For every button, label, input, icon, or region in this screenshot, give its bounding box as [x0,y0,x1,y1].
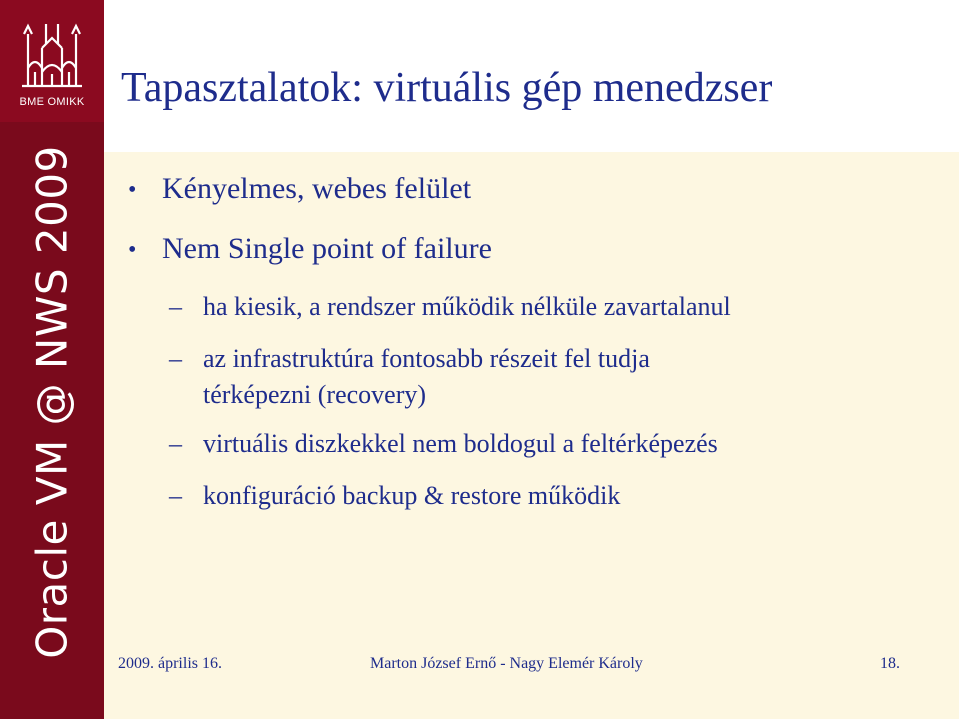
sub-bullet-item [169,289,731,325]
bullet-icon: • [128,237,137,263]
logo-text: BME OMIKK [19,96,85,108]
bme-building-icon [18,20,86,92]
bullet-text: Kényelmes, webes felület [162,172,472,205]
footer-date: 2009. április 16. [118,655,222,672]
sidebar-vertical-title: Oracle VM @ NWS 2009 [27,145,77,659]
bullet-icon: • [128,177,137,203]
sub-bullet-item [169,478,621,514]
dash-icon: – [169,292,182,321]
sub-bullet-item [169,341,650,413]
footer-page-number: 18. [880,655,900,672]
bullet-text: Nem Single point of failure [162,232,492,265]
sub-bullet-text: virtuális diszkekkel nem boldogul a feltérképezés [203,429,718,458]
sub-bullet-text: konfiguráció backup & restore működik [203,481,621,510]
footer-authors: Marton József Ernő - Nagy Elemér Károly [370,655,643,672]
bullet-item [128,172,472,206]
sidebar [0,0,104,719]
sub-bullet-text-continued: térképezni (recovery) [203,380,427,409]
bullet-item [128,232,492,266]
sub-bullet-text: ha kiesik, a rendszer működik nélküle zavartalanul [203,292,731,321]
sub-bullet-text: az infrastruktúra fontosabb részeit fel tudja [203,344,650,373]
slide-title: Tapasztalatok: virtuális gép menedzser [121,65,773,111]
logo [0,0,104,122]
dash-icon: – [169,429,182,458]
dash-icon: – [169,344,182,373]
sub-bullet-item [169,426,718,462]
dash-icon: – [169,481,182,510]
